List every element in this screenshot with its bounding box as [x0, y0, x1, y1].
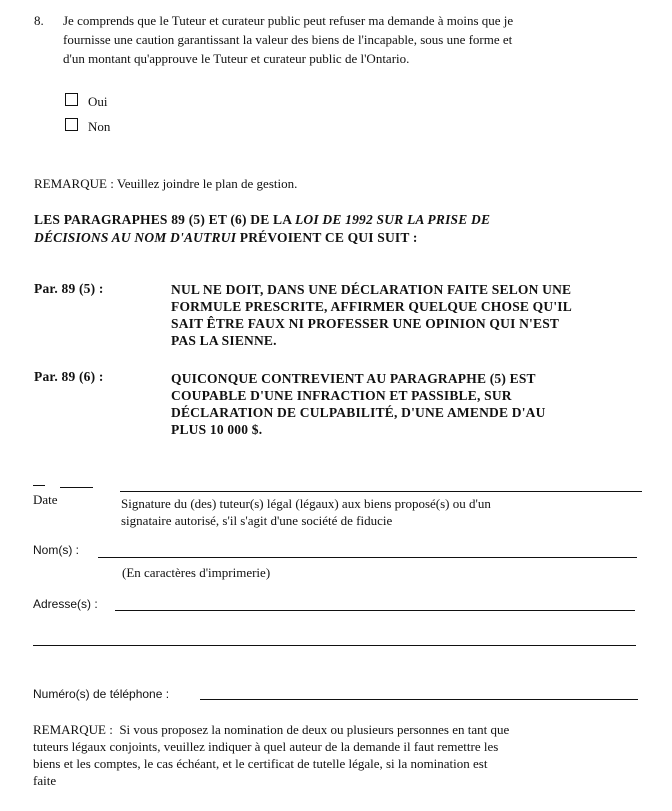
par-89-5-line-3: SAIT ÊTRE FAUX NI PROFESSER UNE OPINION QUI N'EST — [171, 316, 560, 331]
remarque-conjoints-label: REMARQUE : — [33, 722, 113, 737]
oui-checkbox[interactable] — [65, 93, 78, 106]
remarque-conjoints-text-1: Si vous proposez la nomination de deux ou plusieurs personnes en tant que — [119, 722, 510, 737]
par-89-6-line-4: PLUS 10 000 $. — [171, 422, 263, 437]
remarque-conjoints-line-3: biens et les comptes, le cas échéant, et le certificat de tutelle légale, si la nomination est — [33, 756, 488, 771]
noms-hint: (En caractères d'imprimerie) — [122, 565, 271, 580]
question-text-line-2: fournisse une caution garantissant la valeur des biens de l'incapable, sous une forme et — [63, 32, 513, 47]
signature-caption-line-2: signataire autorisé, s'il s'agit d'une société de fiducie — [121, 513, 393, 528]
par-89-5-label: Par. 89 (5) : — [34, 281, 104, 296]
adresse-label: Adresse(s) : — [33, 597, 98, 611]
remarque-conjoints-line-2: tuteurs légaux conjoints, veuillez indiquer à quel auteur de la demande il faut remettre les — [33, 739, 499, 754]
oui-label: Oui — [88, 94, 108, 109]
signature-line[interactable] — [120, 491, 642, 492]
question-text-line-1: Je comprends que le Tuteur et curateur public peut refuser ma demande à moins que je — [63, 13, 514, 28]
date-line[interactable] — [60, 487, 93, 488]
remarque-conjoints-line-4: faite — [33, 773, 57, 788]
non-label: Non — [88, 119, 111, 134]
adresse-input-line-2[interactable] — [33, 645, 636, 646]
heading-part-1: LES PARAGRAPHES 89 (5) ET (6) DE LA — [34, 212, 295, 227]
heading-act-title-2: DÉCISIONS AU NOM D'AUTRUI — [34, 230, 237, 245]
par-89-6-line-1: QUICONQUE CONTREVIENT AU PARAGRAPHE (5) EST — [171, 371, 536, 386]
question-text-line-3: d'un montant qu'approuve le Tuteur et curateur public de l'Ontario. — [63, 51, 410, 66]
remarque-sep: : — [110, 176, 114, 191]
remarque-plan-gestion — [34, 174, 297, 193]
telephone-input-line[interactable] — [200, 699, 638, 700]
question-number: 8. — [34, 13, 44, 28]
adresse-input-line-1[interactable] — [115, 610, 635, 611]
heading-part-4: PRÉVOIENT CE QUI SUIT : — [236, 230, 418, 245]
date-label: Date — [33, 492, 58, 507]
noms-label: Nom(s) : — [33, 543, 79, 557]
remarque-text: Veuillez joindre le plan de gestion. — [116, 176, 298, 191]
date-line-dash — [33, 485, 45, 486]
noms-input-line[interactable] — [98, 557, 637, 558]
par-89-5-line-2: FORMULE PRESCRITE, AFFIRMER QUELQUE CHOSE QU'IL — [171, 299, 572, 314]
heading-line-2 — [34, 229, 418, 246]
remarque-label: REMARQUE — [34, 176, 107, 191]
telephone-label: Numéro(s) de téléphone : — [33, 687, 170, 701]
non-checkbox[interactable] — [65, 118, 78, 131]
par-89-5-line-4: PAS LA SIENNE. — [171, 333, 277, 348]
par-89-5-line-1: NUL NE DOIT, DANS UNE DÉCLARATION FAITE SELON UNE — [171, 282, 572, 297]
signature-caption-line-1: Signature du (des) tuteur(s) légal (légaux) aux biens proposé(s) ou d'un — [121, 496, 491, 511]
heading-act-title-1: LOI DE 1992 SUR LA PRISE DE — [294, 212, 491, 227]
par-89-6-line-3: DÉCLARATION DE CULPABILITÉ, D'UNE AMENDE D'AU — [171, 405, 546, 420]
par-89-6-label: Par. 89 (6) : — [34, 369, 104, 384]
heading-line-1 — [34, 211, 490, 228]
par-89-6-line-2: COUPABLE D'UNE INFRACTION ET PASSIBLE, SUR — [171, 388, 512, 403]
